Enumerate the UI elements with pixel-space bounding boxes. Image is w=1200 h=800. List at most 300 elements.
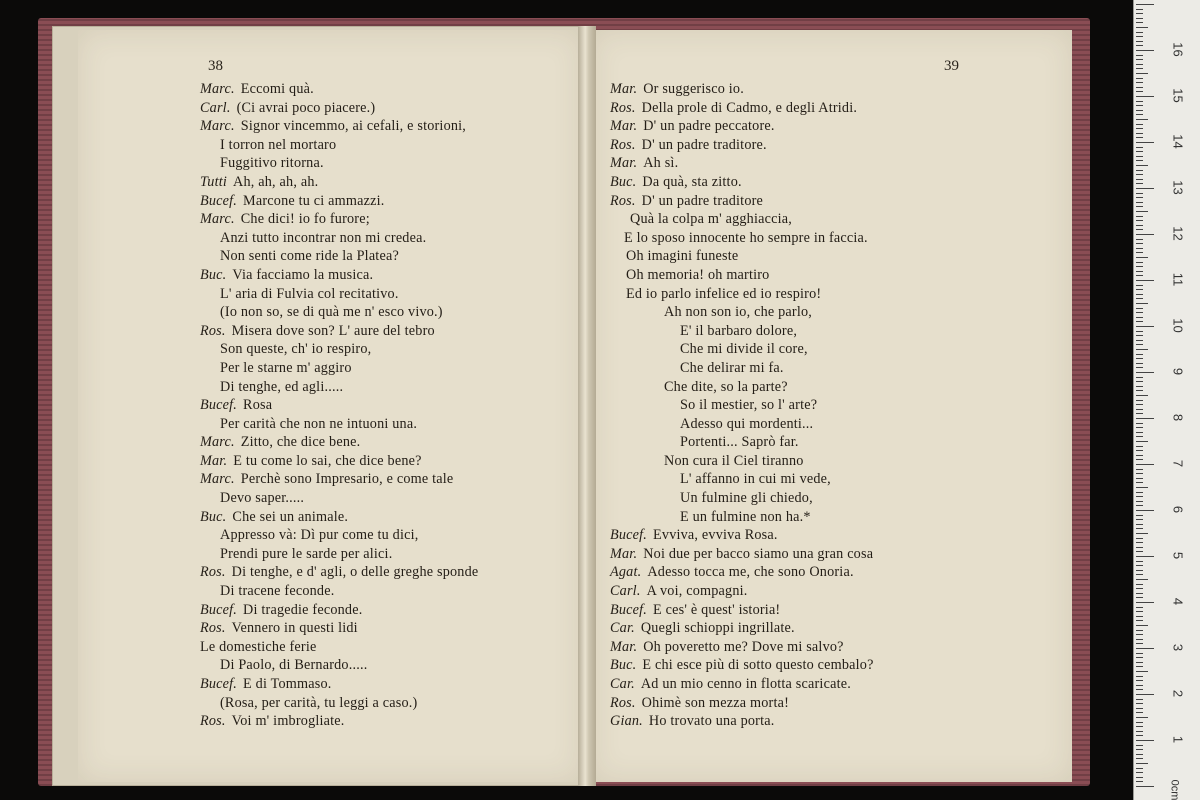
ruler-number: 13 [1170, 180, 1186, 195]
ruler-tick [1136, 87, 1143, 88]
ruler-tick [1136, 556, 1154, 557]
speaker-name: Marc. [200, 118, 235, 135]
line-text: Marcone tu ci ammazzi. [243, 192, 385, 209]
speaker-name: Car. [610, 620, 635, 637]
ruler-tick [1136, 243, 1143, 244]
line-text: Signor vincemmo, ai cefali, e storioni, [240, 118, 467, 135]
text-line [610, 285, 874, 304]
speaker-name: Bucef. [200, 397, 238, 414]
line-text: Zitto, che dice bene. [240, 434, 361, 451]
speaker-name: Bucef. [200, 676, 238, 692]
text-line [610, 508, 874, 527]
ruler-tick [1136, 694, 1154, 695]
line-text: Eccomi quà. [240, 81, 314, 97]
ruler-number: 2 [1170, 689, 1186, 698]
line-text: L' affanno in cui mi vede, [680, 471, 831, 488]
text-line [200, 378, 478, 397]
text-line [610, 563, 874, 582]
ruler-tick [1136, 450, 1143, 451]
ruler-tick [1136, 358, 1143, 359]
ruler-tick [1136, 400, 1143, 401]
line-text: Di Paolo, di Bernardo..... [220, 657, 368, 674]
ruler-number: 4 [1170, 597, 1186, 606]
line-text: Che sei un animale. [232, 508, 349, 525]
speaker-name: Mar. [200, 452, 228, 469]
line-text: Son queste, ch' io respiro, [220, 341, 372, 358]
text-line [200, 340, 478, 359]
line-text: Devo saper..... [220, 490, 305, 507]
ruler-tick [1136, 252, 1143, 253]
ruler-tick [1136, 349, 1148, 350]
ruler-tick [1136, 740, 1154, 741]
right-page-number: 39 [944, 58, 959, 74]
ruler-tick [1136, 220, 1143, 221]
line-text: Ad un mio cenno in flotta scaricate. [640, 676, 851, 692]
text-line [610, 173, 874, 192]
speaker-name: Marc. [200, 434, 235, 451]
text-line [610, 154, 874, 173]
line-text: Quà la colpa m' agghiaccia, [630, 211, 792, 228]
ruler-tick [1136, 625, 1148, 626]
text-line [200, 545, 478, 564]
text-line [200, 526, 478, 545]
speaker-name: Ros. [610, 136, 636, 153]
text-line [200, 80, 478, 99]
ruler-tick [1136, 639, 1143, 640]
ruler-tick [1136, 124, 1143, 125]
ruler-number: 8 [1170, 413, 1186, 422]
ruler-tick [1136, 547, 1143, 548]
line-text: Non senti come ride la Platea? [220, 248, 399, 265]
ruler-tick [1136, 496, 1143, 497]
ruler-tick [1136, 335, 1143, 336]
ruler-tick [1136, 9, 1143, 10]
text-line [610, 229, 874, 248]
ruler-tick [1136, 482, 1143, 483]
ruler-tick [1136, 372, 1154, 373]
ruler-tick [1136, 105, 1143, 106]
ruler-tick [1136, 436, 1143, 437]
line-text: E' il barbaro dolore, [680, 322, 798, 339]
line-text: Voi m' imbrogliate. [231, 713, 345, 730]
text-line [610, 378, 874, 397]
ruler-tick [1136, 377, 1143, 378]
ruler-tick [1136, 239, 1143, 240]
ruler-tick [1136, 662, 1143, 663]
text-line [610, 656, 874, 675]
line-text: (Io non so, se di quà me n' esco vivo.) [220, 304, 443, 321]
line-text: Le domestiche ferie [200, 638, 317, 655]
ruler-tick [1136, 561, 1143, 562]
ruler-tick [1136, 91, 1143, 92]
ruler-tick [1136, 565, 1143, 566]
text-line [610, 247, 874, 266]
ruler-tick [1136, 519, 1143, 520]
line-text: Ed io parlo infelice ed io respiro! [626, 285, 822, 302]
ruler-tick [1136, 193, 1143, 194]
ruler-tick [1136, 464, 1154, 465]
speaker-name: Carl. [200, 99, 231, 116]
text-line [200, 117, 478, 136]
ruler-tick [1136, 340, 1143, 341]
ruler-tick [1136, 183, 1143, 184]
ruler-tick [1136, 712, 1143, 713]
line-text: (Rosa, per carità, tu leggi a caso.) [220, 694, 418, 711]
ruler-tick [1136, 648, 1154, 649]
ruler-tick [1136, 634, 1143, 635]
line-text: Ho trovato una porta. [648, 713, 775, 730]
text-line [200, 582, 478, 601]
text-line [610, 359, 874, 378]
speaker-name: Tutti [200, 173, 228, 190]
ruler-tick [1136, 685, 1143, 686]
ruler-tick [1136, 298, 1143, 299]
text-line [610, 340, 874, 359]
ruler-tick [1136, 703, 1143, 704]
ruler-tick [1136, 492, 1143, 493]
speaker-name: Car. [610, 676, 635, 692]
line-text: E di Tommaso. [243, 676, 332, 692]
line-text: E lo sposo innocente ho sempre in faccia. [624, 229, 868, 246]
text-line [200, 470, 478, 489]
ruler-tick [1136, 653, 1143, 654]
ruler-tick [1136, 280, 1154, 281]
speaker-name: Ros. [200, 322, 226, 339]
line-text: Non cura il Ciel tiranno [664, 452, 804, 469]
speaker-name: Bucef. [200, 192, 238, 209]
text-line [200, 192, 478, 211]
ruler-tick [1136, 18, 1143, 19]
speaker-name: Mar. [610, 638, 638, 655]
ruler-tick [1136, 643, 1143, 644]
ruler-tick [1136, 262, 1143, 263]
text-line [610, 136, 874, 155]
ruler-tick [1136, 73, 1148, 74]
ruler-tick [1136, 699, 1143, 700]
text-line [610, 303, 874, 322]
speaker-name: Bucef. [200, 601, 238, 618]
ruler-tick [1136, 597, 1143, 598]
line-text: Che mi divide il core, [680, 341, 808, 358]
line-text: Ah non son io, che parlo, [664, 304, 813, 321]
text-line [200, 675, 478, 694]
ruler-tick [1136, 505, 1143, 506]
ruler-tick [1136, 165, 1148, 166]
ruler-tick [1136, 179, 1143, 180]
ruler-tick [1136, 593, 1143, 594]
ruler-tick [1136, 174, 1143, 175]
text-line [200, 489, 478, 508]
text-line [610, 433, 874, 452]
ruler-tick [1136, 68, 1143, 69]
line-text: Ah, ah, ah, ah. [233, 173, 319, 190]
ruler-tick [1136, 418, 1154, 419]
ruler-tick [1136, 731, 1143, 732]
ruler-tick [1136, 432, 1143, 433]
line-text: Adesso tocca me, che sono Onoria. [647, 564, 854, 581]
ruler-tick [1136, 266, 1143, 267]
line-text: Di tenghe, e d' agli, o delle greghe sponde [231, 564, 479, 581]
speaker-name: Mar. [610, 118, 638, 135]
ruler-tick [1136, 147, 1143, 148]
line-text: (Ci avrai poco piacere.) [236, 99, 376, 116]
ruler-tick [1136, 469, 1143, 470]
ruler-tick [1136, 216, 1143, 217]
line-text: Appresso và: Dì pur come tu dici, [220, 527, 419, 544]
ruler-tick [1136, 777, 1143, 778]
line-text: Misera dove son? L' aure del tebro [231, 322, 435, 339]
ruler-tick [1136, 584, 1143, 585]
ruler-tick [1136, 607, 1143, 608]
ruler-tick [1136, 542, 1143, 543]
line-text: Ah sì. [643, 155, 679, 172]
text-line [200, 601, 478, 620]
ruler-tick [1136, 680, 1143, 681]
text-line [610, 415, 874, 434]
ruler-tick [1136, 151, 1143, 152]
ruler-tick [1136, 616, 1143, 617]
line-text: Noi due per bacco siamo una gran cosa [643, 545, 874, 562]
ruler-number: 11 [1170, 272, 1186, 287]
ruler-tick [1136, 45, 1143, 46]
ruler-tick [1136, 188, 1154, 189]
ruler-tick [1136, 446, 1143, 447]
ruler-tick [1136, 119, 1148, 120]
text-line [610, 526, 874, 545]
ruler-tick [1136, 676, 1143, 677]
ruler-tick [1136, 367, 1143, 368]
ruler-number: 6 [1170, 505, 1186, 514]
line-text: Per carità che non ne intuoni una. [220, 415, 418, 432]
line-text: D' un padre traditore. [641, 136, 767, 153]
text-line [200, 563, 478, 582]
text-line [610, 210, 874, 229]
text-line [200, 452, 478, 471]
line-text: So il mestier, so l' arte? [680, 397, 818, 414]
line-text: D' un padre traditore [641, 192, 764, 209]
speaker-name: Ros. [610, 694, 636, 711]
ruler-tick [1136, 156, 1143, 157]
ruler-tick [1136, 427, 1143, 428]
speaker-name: Buc. [200, 508, 227, 525]
ruler-tick [1136, 689, 1143, 690]
line-text: Via facciamo la musica. [232, 266, 374, 283]
line-text: L' aria di Fulvia col recitativo. [220, 285, 399, 302]
ruler-tick [1136, 4, 1154, 5]
ruler-tick [1136, 708, 1143, 709]
text-line [200, 173, 478, 192]
speaker-name: Gian. [610, 713, 643, 730]
speaker-name: Ros. [200, 564, 226, 581]
line-text: Oh imagini funeste [626, 248, 739, 265]
ruler-tick [1136, 781, 1143, 782]
ruler-tick [1136, 354, 1143, 355]
ruler-tick [1136, 772, 1143, 773]
text-line [610, 192, 874, 211]
ruler-tick [1136, 78, 1143, 79]
ruler-tick [1136, 225, 1143, 226]
ruler-tick [1136, 32, 1143, 33]
ruler-tick [1136, 404, 1143, 405]
ruler-tick [1136, 666, 1143, 667]
ruler-tick [1136, 41, 1143, 42]
speaker-name: Mar. [610, 545, 638, 562]
ruler-tick [1136, 363, 1143, 364]
text-line [610, 396, 874, 415]
ruler-tick [1136, 478, 1143, 479]
ruler-tick [1136, 390, 1143, 391]
ruler-tick [1136, 726, 1143, 727]
speaker-name: Mar. [610, 81, 638, 97]
text-line [610, 601, 874, 620]
speaker-name: Ros. [610, 192, 636, 209]
ruler-tick [1136, 137, 1143, 138]
ruler-tick [1136, 409, 1143, 410]
text-line [200, 619, 478, 638]
ruler-tick [1136, 289, 1143, 290]
text-line [610, 470, 874, 489]
line-text: Oh poveretto me? Dove mi salvo? [643, 638, 844, 655]
ruler-tick [1136, 142, 1154, 143]
ruler-tick [1136, 611, 1143, 612]
ruler-tick [1136, 533, 1148, 534]
left-page-number: 38 [208, 58, 223, 74]
ruler-tick [1136, 22, 1143, 23]
line-text: Di tracene feconde. [220, 583, 335, 600]
ruler-tick [1136, 13, 1143, 14]
text-line [200, 359, 478, 378]
ruler-tick [1136, 110, 1143, 111]
book-gutter [578, 26, 596, 786]
speaker-name: Bucef. [610, 527, 648, 544]
speaker-name: Carl. [610, 583, 641, 600]
line-text: Da quà, sta zitto. [642, 173, 742, 190]
line-text: Che dite, so la parte? [664, 378, 788, 395]
ruler-tick [1136, 206, 1143, 207]
ruler-tick [1136, 717, 1148, 718]
ruler-tick [1136, 331, 1143, 332]
ruler-tick [1136, 515, 1143, 516]
text-line [200, 712, 478, 731]
line-text: Anzi tutto incontrar non mi credea. [220, 229, 427, 246]
ruler-tick [1136, 423, 1143, 424]
ruler-tick [1136, 602, 1154, 603]
ruler-tick [1136, 248, 1143, 249]
speaker-name: Buc. [200, 266, 227, 283]
text-line [610, 322, 874, 341]
line-text: Ohimè son mezza morta! [641, 694, 790, 711]
ruler-tick [1136, 275, 1143, 276]
line-text: Quegli schioppi ingrillate. [640, 620, 795, 637]
text-line [200, 322, 478, 341]
ruler-tick [1136, 381, 1143, 382]
text-line [200, 99, 478, 118]
ruler-tick [1136, 312, 1143, 313]
ruler-number: 16 [1170, 42, 1186, 57]
ruler-tick [1136, 303, 1148, 304]
ruler-tick [1136, 160, 1143, 161]
ruler-number: 10 [1170, 318, 1186, 333]
ruler-tick [1136, 455, 1143, 456]
ruler-tick [1136, 64, 1143, 65]
ruler-tick [1136, 657, 1143, 658]
line-text: Prendi pure le sarde per alici. [220, 545, 393, 562]
text-line [200, 266, 478, 285]
text-line [610, 266, 874, 285]
line-text: D' un padre peccatore. [643, 118, 775, 135]
ruler-tick [1136, 570, 1143, 571]
ruler-tick [1136, 413, 1143, 414]
line-text: Fuggitivo ritorna. [220, 155, 324, 172]
ruler-tick [1136, 671, 1148, 672]
ruler-tick [1136, 59, 1143, 60]
ruler-tick [1136, 96, 1154, 97]
line-text: Un fulmine gli chiedo, [680, 490, 813, 507]
text-line [610, 452, 874, 471]
ruler-number: 12 [1170, 226, 1186, 241]
ruler-number: 1 [1170, 735, 1186, 744]
text-line [200, 694, 478, 713]
ruler-tick [1136, 257, 1148, 258]
ruler-tick [1136, 197, 1143, 198]
line-text: Oh memoria! oh martiro [626, 266, 770, 283]
line-text: Che delirar mi fa. [680, 359, 784, 376]
line-text: Perchè sono Impresario, e come tale [240, 471, 454, 488]
line-text: Adesso qui mordenti... [680, 415, 814, 432]
ruler-unit-label: 0cm [1168, 779, 1181, 800]
text-line [610, 489, 874, 508]
speaker-name: Marc. [200, 211, 235, 228]
line-text: E un fulmine non ha.* [680, 508, 811, 525]
ruler-tick [1136, 524, 1143, 525]
text-line [200, 433, 478, 452]
ruler-tick [1136, 579, 1148, 580]
ruler-tick [1136, 128, 1143, 129]
ruler-tick [1136, 326, 1154, 327]
speaker-name: Ros. [200, 620, 226, 637]
ruler-tick [1136, 459, 1143, 460]
ruler-tick [1136, 234, 1154, 235]
ruler-tick [1136, 27, 1148, 28]
text-line [200, 396, 478, 415]
left-page-text [200, 80, 478, 731]
ruler-tick [1136, 758, 1143, 759]
ruler-tick [1136, 620, 1143, 621]
ruler-tick [1136, 754, 1143, 755]
text-line [610, 545, 874, 564]
line-text: Di tenghe, ed agli..... [220, 378, 344, 395]
ruler-tick [1136, 786, 1154, 787]
text-line [200, 154, 478, 173]
ruler-tick [1136, 749, 1143, 750]
text-line [200, 303, 478, 322]
ruler-tick [1136, 170, 1143, 171]
text-line [610, 694, 874, 713]
ruler-tick [1136, 588, 1143, 589]
text-line [200, 210, 478, 229]
measuring-ruler [1133, 0, 1200, 800]
text-line [200, 508, 478, 527]
ruler-tick [1136, 50, 1154, 51]
ruler-number: 3 [1170, 643, 1186, 652]
ruler-tick [1136, 487, 1148, 488]
ruler-number: 15 [1170, 88, 1186, 103]
line-text: Evviva, evviva Rosa. [653, 527, 778, 544]
ruler-tick [1136, 271, 1143, 272]
ruler-tick [1136, 768, 1143, 769]
ruler-tick [1136, 317, 1143, 318]
ruler-tick [1136, 551, 1143, 552]
